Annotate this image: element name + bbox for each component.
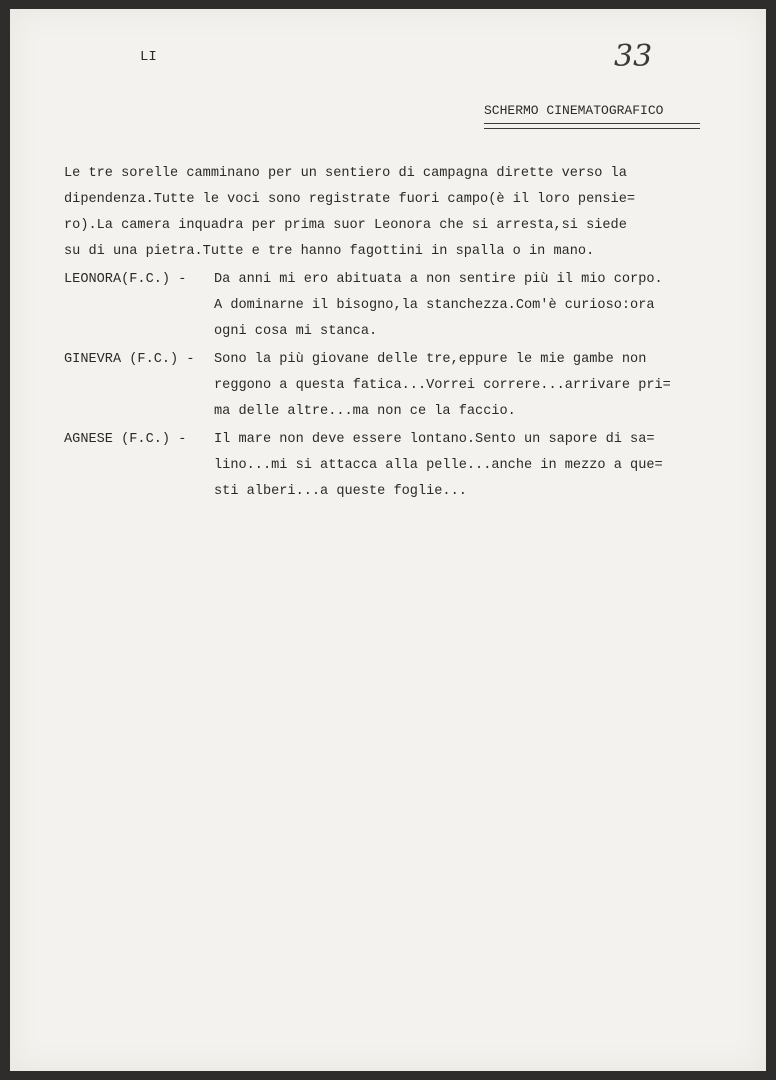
typewritten-page <box>10 9 766 1071</box>
dialogue-line: Sono la più giovane delle tre,eppure le mie gambe non <box>214 352 647 367</box>
dialogue-line: reggono a questa fatica...Vorrei correre...arrivare pri= <box>214 378 671 393</box>
dialogue-line: ma delle altre...ma non ce la faccio. <box>214 404 516 419</box>
description-line: ro).La camera inquadra per prima suor Leonora che si arresta,si siede <box>64 218 627 233</box>
title-double-underline <box>484 123 700 129</box>
speaker-ginevra: GINEVRA (F.C.) - <box>64 352 195 367</box>
dialogue-line: Il mare non deve essere lontano.Sento un sapore di sa= <box>214 432 655 447</box>
page-code: LI <box>140 49 157 65</box>
section-title: SCHERMO CINEMATOGRAFICO <box>484 103 664 118</box>
description-line: Le tre sorelle camminano per un sentiero di campagna dirette verso la <box>64 166 627 181</box>
dialogue-line: sti alberi...a queste foglie... <box>214 484 467 499</box>
description-line: su di una pietra.Tutte e tre hanno fagottini in spalla o in mano. <box>64 244 595 259</box>
dialogue-line: Da anni mi ero abituata a non sentire più il mio corpo. <box>214 272 663 287</box>
handwritten-page-number: 33 <box>614 39 653 74</box>
speaker-leonora: LEONORA(F.C.) - <box>64 272 195 287</box>
dialogue-line: ogni cosa mi stanca. <box>214 324 378 339</box>
speaker-agnese: AGNESE (F.C.) - <box>64 432 195 447</box>
description-line: dipendenza.Tutte le voci sono registrate fuori campo(è il loro pensie= <box>64 192 636 207</box>
dialogue-line: lino...mi si attacca alla pelle...anche in mezzo a que= <box>214 458 663 473</box>
dialogue-line: A dominarne il bisogno,la stanchezza.Com'è curioso:ora <box>214 298 655 313</box>
